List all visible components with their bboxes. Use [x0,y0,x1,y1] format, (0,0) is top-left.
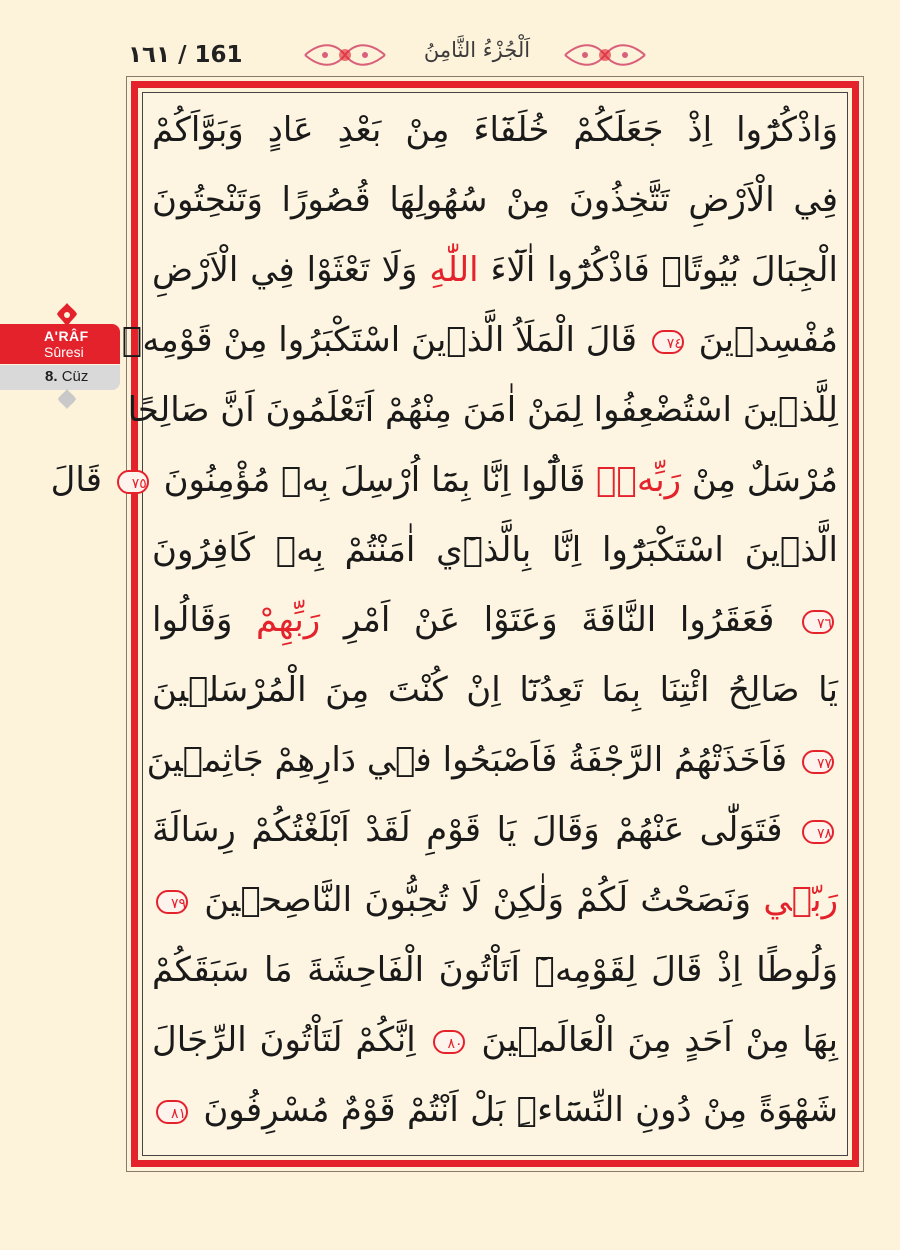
text-line [152,170,838,230]
verse-text: مُرْسَلٌ مِنْ [681,460,838,500]
text-line [152,240,838,300]
juz-indicator [45,368,88,385]
verse-text: قَالُٓوا اِنَّا بِمَٓا اُرْسِلَ بِهٖ مُؤْمِنُونَ [152,460,597,500]
ayah-number-marker: ٧٧ [802,750,834,774]
ayah-number-marker: ٧٨ [802,820,834,844]
verse-text: شَهْوَةً مِنْ دُونِ النِّسَٓاءِۜ بَلْ اَنْتُمْ قَوْمٌ مُسْرِفُونَ [192,1090,838,1130]
ornament-right-icon [560,40,650,70]
ayah-number-marker: ٧٥ [117,470,149,494]
text-line [152,800,838,860]
ayah-number-marker: ٧٤ [652,330,684,354]
text-line [152,1080,838,1140]
fleur-bottom-icon [57,388,77,410]
text-line [152,1010,838,1070]
ornament-left-icon [300,40,390,70]
text-line [152,100,838,160]
text-line [146,730,838,790]
page-number: ١٦١ / 161 [128,42,243,68]
verse-text: قَالَ [50,460,113,500]
verse-text: اِنَّكُمْ لَتَاْتُونَ الرِّجَالَ [152,1020,429,1060]
verse-text: بِهَا مِنْ اَحَدٍ مِنَ الْعَالَمٖينَ [468,1020,838,1060]
divine-name-text: رَبِّهٖۜ [596,460,682,500]
verse-text: الَّذٖينَ اسْتَكْبَرُٓوا اِنَّا بِالَّذٖٓي اٰمَنْتُمْ بِهٖ كَافِرُونَ [152,530,838,570]
surah-sublabel: Sûresi [44,344,84,360]
verse-text: فِي الْاَرْضِ تَتَّخِذُونَ مِنْ سُهُولِهَا قُصُورًا وَتَنْحِتُونَ [152,180,838,220]
text-line [121,310,838,370]
verse-text: وَقَالُوا [152,600,257,640]
text-line [152,520,838,580]
verse-text: فَعَقَرُوا النَّاقَةَ وَعَتَوْا عَنْ اَمْرِ [320,600,798,640]
verse-text: قَالَ الْمَلَاُ الَّذٖينَ اسْتَكْبَرُوا مِنْ قَوْمِهٖ [121,320,648,360]
verse-text: الْجِبَالَ بُيُوتًاۚ فَاذْكُرُٓوا اٰلَٓاءَ [478,250,838,290]
verse-text: مُفْسِدٖينَ [687,320,838,360]
surah-name: A'RÂF [44,328,89,344]
verse-text: فَاَخَذَتْهُمُ الرَّجْفَةُ فَاَصْبَحُوا فٖي دَارِهِمْ جَاثِمٖينَ [146,740,798,780]
ayah-number-marker: ٧٦ [802,610,834,634]
verse-text: وَلُوطًا اِذْ قَالَ لِقَوْمِهٖٓ اَتَاْتُونَ الْفَاحِشَةَ مَا سَبَقَكُمْ [152,950,838,990]
divine-name-text: اللّٰهِ [429,250,479,290]
divine-name-text: رَبّٖي [763,880,838,920]
verse-text: وَلَا تَعْثَوْا فِي الْاَرْضِ [152,250,430,290]
divine-name-text: رَبِّهِمْ [256,600,321,640]
verse-text: يَا صَالِحُ ائْتِنَا بِمَا تَعِدُنَٓا اِنْ كُنْتَ مِنَ الْمُرْسَلٖينَ [152,670,838,710]
juz-title: اَلْجُزْءُ الثَّامِنُ [423,38,531,62]
text-line [152,870,838,930]
verse-text: لِلَّذٖينَ اسْتُضْعِفُوا لِمَنْ اٰمَنَ مِنْهُمْ اَتَعْلَمُونَ اَنَّ صَالِحًا [127,390,838,430]
ayah-number-marker: ٨١ [156,1100,188,1124]
verse-text: وَاذْكُرُٓوا اِذْ جَعَلَكُمْ خُلَفَٓاءَ مِنْ بَعْدِ عَادٍ وَبَوَّاَكُمْ [152,110,838,150]
verse-text: فَتَوَلّٰى عَنْهُمْ وَقَالَ يَا قَوْمِ لَقَدْ اَبْلَغْتُكُمْ رِسَالَةَ [152,810,798,850]
juz-label: Cüz [61,368,89,385]
verse-text: وَنَصَحْتُ لَكُمْ وَلٰكِنْ لَا تُحِبُّونَ النَّاصِحٖينَ [192,880,764,920]
text-line [152,660,838,720]
text-line [152,940,838,1000]
ayah-number-marker: ٧٩ [156,890,188,914]
text-line [127,380,838,440]
ayah-number-marker: ٨٠ [433,1030,465,1054]
page-header [0,30,900,80]
text-line [152,590,838,650]
text-line [50,450,838,510]
juz-number: 8. [45,368,58,385]
